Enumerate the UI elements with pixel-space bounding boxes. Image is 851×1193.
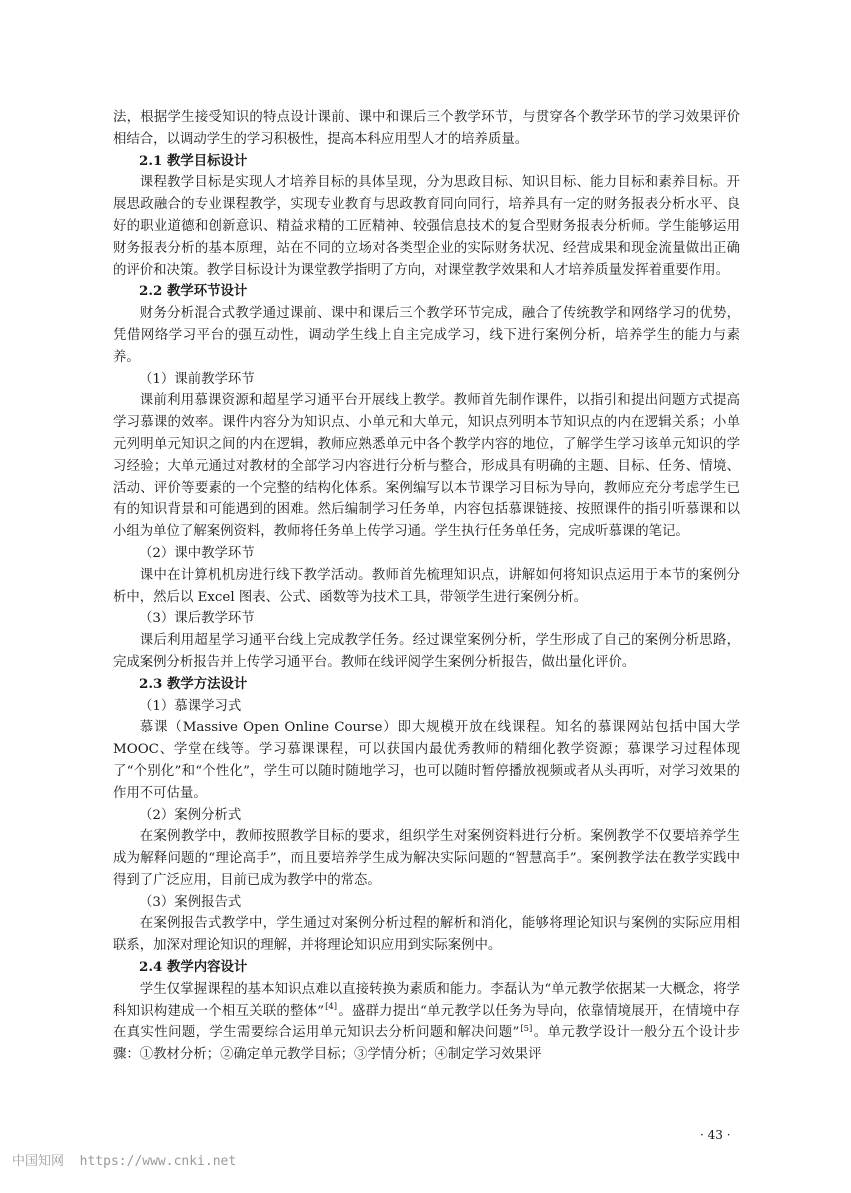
paragraph-post-class: 课后利用超星学习通平台线上完成教学任务。经过课堂案例分析，学生形成了自己的案例分析思路，完成案例分析报告并上传学习通平台。教师在线评阅学生案例分析报告，做出量化评价。 xyxy=(113,633,740,670)
page-number: · 43 · xyxy=(700,1128,731,1142)
paragraph-case-analysis: 在案例教学中，教师按照教学目标的要求，组织学生对案例资料进行分析。案例教学不仅要培养学生成为解释问题的“理论高手”，而且要培养学生成为解决实际问题的“智慧高手”。案例教学法在教学实践中得到了广泛应用，目前已成为教学中的常态。 xyxy=(113,829,740,888)
heading-2-4: 2.4 教学内容设计 xyxy=(139,959,248,976)
paragraph-2-4-part-a: 学生仅掌握课程的基本知识点难以直接转换为素质和能力。李磊认为“单元教学依据某一大概念，将学科知识构建成一个相互关联的整体” xyxy=(113,981,740,1019)
subheading-mooc: （1）慕课学习式 xyxy=(139,698,242,714)
citation-5[interactable]: [5] xyxy=(520,1024,533,1034)
subheading-pre-class: （1）课前教学环节 xyxy=(139,371,255,387)
paragraph-2-4-part-c: 。单元教学设计一般分五个设计步骤：①教材分析；②确定单元教学目标；③学情分析；④制定学习效果评 xyxy=(113,1025,741,1063)
paragraph-case-report: 在案例报告式教学中，学生通过对案例分析过程的解析和消化，能够将理论知识与案例的实际应用相联系，加深对理论知识的理解，并将理论知识应用到实际案例中。 xyxy=(113,916,740,954)
heading-2-3: 2.3 教学方法设计 xyxy=(139,675,248,692)
article-body xyxy=(113,107,740,1066)
citation-4[interactable]: [4] xyxy=(325,1002,338,1013)
intro-paragraph: 法，根据学生接受知识的特点设计课前、课中和课后三个教学环节，与贯穿各个教学环节的学习效果评价相结合，以调动学生的学习积极性，提高本科应用型人才的培养质量。 xyxy=(113,110,740,147)
subheading-in-class: （2）课中教学环节 xyxy=(139,545,255,561)
cnki-watermark: 中国知网 https://www.cnki.net xyxy=(12,1154,237,1169)
heading-2-2: 2.2 教学环节设计 xyxy=(139,283,248,300)
paragraph-pre-class: 课前利用慕课资源和超星学习通平台开展线上教学。教师首先制作课件，以指引和提出问题方式提高学习慕课的效率。课件内容分为知识点、小单元和大单元，知识点列明本节知识点的内在逻辑关系；小单元列明单元知识之间的内在逻辑，教师应熟悉单元中各个教学内容的地位，了解学生学习该单元知识的学习经验；大单元通过对教材的全部学习内容进行分析与整合，形成具有明确的主题、目标、任务、情境、活动、评价等要素的一个完整的结构化体系。案例编写以本节课学习目标为导向，教师应充分考虑学生已有的知识背景和可能遇到的困难。然后编制学习任务单，内容包括慕课链接、按照课件的指引听慕课和以小组为单位了解案例资料，教师将任务单上传学习通。学生执行任务单任务，完成听慕课的笔记。 xyxy=(113,393,740,540)
paragraph-2-4-part-b: 。盛群力提出“单元教学以任务为导向，依靠情境展开，在情境中存在真实性问题，学生需要综合运用单元知识去分析问题和解决问题” xyxy=(113,1003,740,1041)
paragraph-mooc: 慕课（Massive Open Online Course）即大规模开放在线课程。知名的慕课网站包括中国大学 MOOC、学堂在线等。学习慕课课程，可以获国内最优秀教师的精细化教学资源；慕课学习过程体现了“个别化”和“个性化”，学生可以随时随地学习，也可以随时暂停播放视频或者从头再听，对学习效果的作用不可估量。 xyxy=(113,720,740,801)
subheading-case-analysis: （2）案例分析式 xyxy=(139,807,242,823)
paragraph-2-2: 财务分析混合式教学通过课前、课中和课后三个教学环节完成，融合了传统教学和网络学习的优势，凭借网络学习平台的强互动性，调动学生线上自主完成学习，线下进行案例分析，培养学生的能力与素养。 xyxy=(113,306,740,365)
paragraph-2-4 xyxy=(113,979,740,1066)
subheading-post-class: （3）课后教学环节 xyxy=(139,611,255,627)
heading-2-1: 2.1 教学目标设计 xyxy=(139,152,248,169)
paragraph-2-1: 课程教学目标是实现人才培养目标的具体呈现，分为思政目标、知识目标、能力目标和素养目标。开展思政融合的专业课程教学，实现专业教育与思政教育同向同行，培养具有一定的财务报表分析水平、良好的职业道德和创新意识、精益求精的工匠精神、较强信息技术的复合型财务报表分析师。学生能够运用财务报表分析的基本原理，站在不同的立场对各类型企业的实际财务状况、经营成果和现金流量做出正确的评价和决策。教学目标设计为课堂教学指明了方向，对课堂教学效果和人才培养质量发挥着重要作用。 xyxy=(113,175,740,278)
paragraph-in-class: 课中在计算机机房进行线下教学活动。教师首先梳理知识点，讲解如何将知识点运用于本节的案例分析中，然后以 Excel 图表、公式、函数等为技术工具，带领学生进行案例分析。 xyxy=(113,567,740,605)
subheading-case-report: （3）案例报告式 xyxy=(139,894,242,910)
